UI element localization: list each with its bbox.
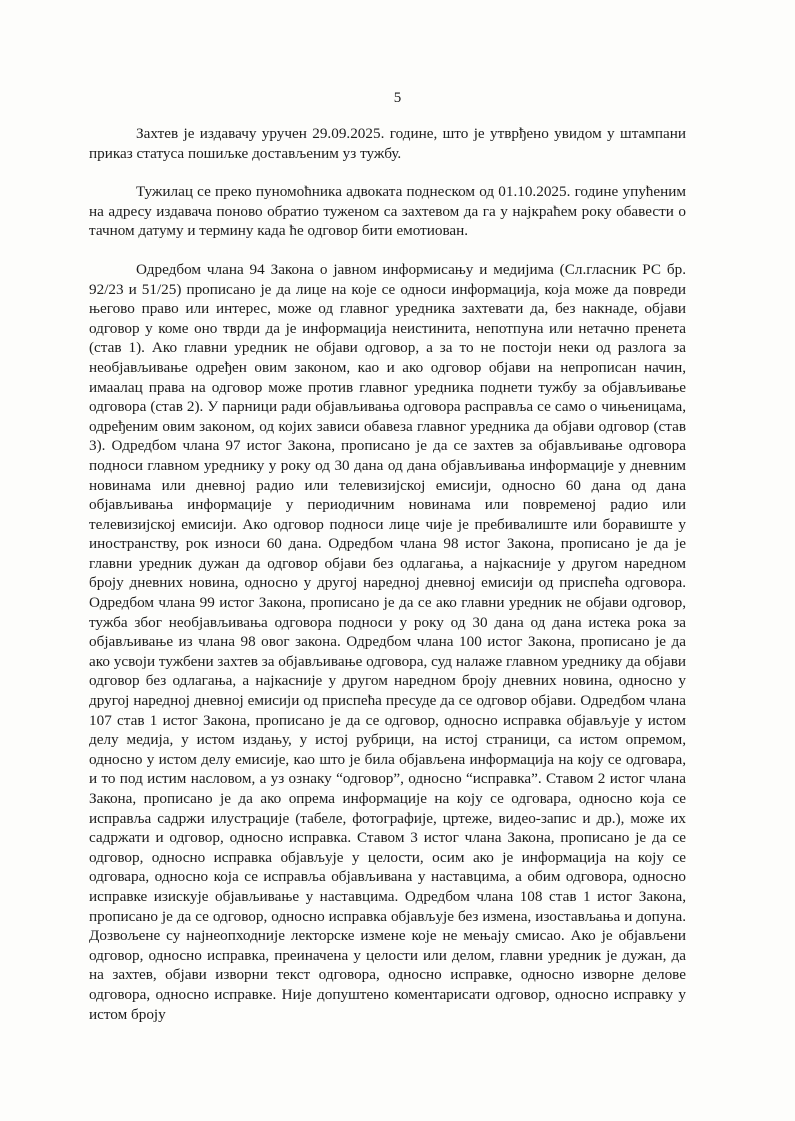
document-body [89, 124, 686, 1024]
paragraph-legal-provisions: Одредбом члана 94 Закона о јавном информисању и медијима (Сл.гласник РС бр. 92/23 и 51/25) прописано је да лице на које се односи информација, која може да повреди његово право или интерес, може од главног уредника захтевати да, без накнаде, објави одговор у коме оно тврди да је информација неистинита, непотпуна или нетачно пренета (став 1). Ако главни уредник не објави одговор, а за то не постоји неки од разлога за необјављивање одређен овим законом, као и ако одговор објави на непрописан начин, имаалац права на одговор може против главног уредника поднети тужбу за објављивање одговора (став 2). У парници ради објављивања одговора расправља се само о чињеницама, одређеним овим законом, од којих зависи обавеза главног уредника да објави одговор (став 3). Одредбом члана 97 истог Закона, прописано је да се захтев за објављивање одговора подноси главном уреднику у року од 30 дана од дана објављивања информације у дневним новинама или дневној радио или телевизијској емисији, односно 60 дана од дана објављивања информације у периодичним новинама или повременој радио или телевизијској емисији. Ако одговор подноси лице чије је пребивалиште или боравиште у иностранству, рок износи 60 дана. Одредбом члана 98 истог Закона, прописано је да је главни уредник дужан да одговор објави без одлагања, а најкасније у другом наредном броју дневних новина, односно у другој наредној дневној емисији од приспећа одговора. Одредбом члана 99 истог Закона, прописано је да се ако главни уредник не објави одговор, тужба због необјављивања одговора подноси у року од 30 дана од дана истека рока за објављивање из члана 98 овог закона. Одредбом члана 100 истог Закона, прописано је да ако усвоји тужбени захтев за објављивање одговора, суд налаже главном уреднику да објави одговор без одлагања, а најкасније у другом наредном броју дневних новина, односно у другој наредној дневној емисији од приспећа пресуде да се одговор објави. Одредбом члана 107 став 1 истог Закона, прописано је да се одговор, односно исправка објављује у истом делу медија, у истом издању, у истој рубрици, на истој страници, са истом опремом, односно у истом делу емисије, као што је била објављена информација на коју се одговара, и то под истим насловом, а уз ознаку “одговор”, односно “исправка”. Ставом 2 истог члана Закона, прописано је да ако опрема информације на коју се одговара, односно која се исправља садржи илустрације (табеле, фотографије, цртеже, видео-запис и др.), може их садржати и одговор, односно исправка. Ставом 3 истог члана Закона, прописано је да се одговор, односно исправка објављује у целости, осим ако је информација на коју се одговара, односно која се исправља објављивана у наставцима, а обим одговора, односно исправке изискује објављивање у наставцима. Одредбом члана 108 став 1 истог Закона, прописано је да се одговор, односно исправка објављује без измена, изостављања и допуна. Дозвољене су најнеопходније лекторске измене које не мењају смисао. Ако је објављени одговор, односно исправка, преиначена у целости или делом, главни уредник је дужан, да на захтев, објави изворни текст одговора, односно исправке, односно изворне делове одговора, односно исправке. Није допуштено коментарисати одговор, односно исправку у истом броју [89, 260, 686, 1023]
page-number: 5 [393, 90, 402, 106]
paragraph-submission: Тужилац се преко пуномоћника адвоката поднеском од 01.10.2025. године упућеним на адресу издавача поново обратио туженом са захтевом да га у најкраћем року обавести о тачном датуму и термину када ће одговор бити емотиован. [89, 183, 686, 240]
paragraph-delivery: Захтев је издавачу уручен 29.09.2025. године, што је утврђено увидом у штампани приказ статуса пошиљке достављеним уз тужбу. [89, 125, 686, 162]
